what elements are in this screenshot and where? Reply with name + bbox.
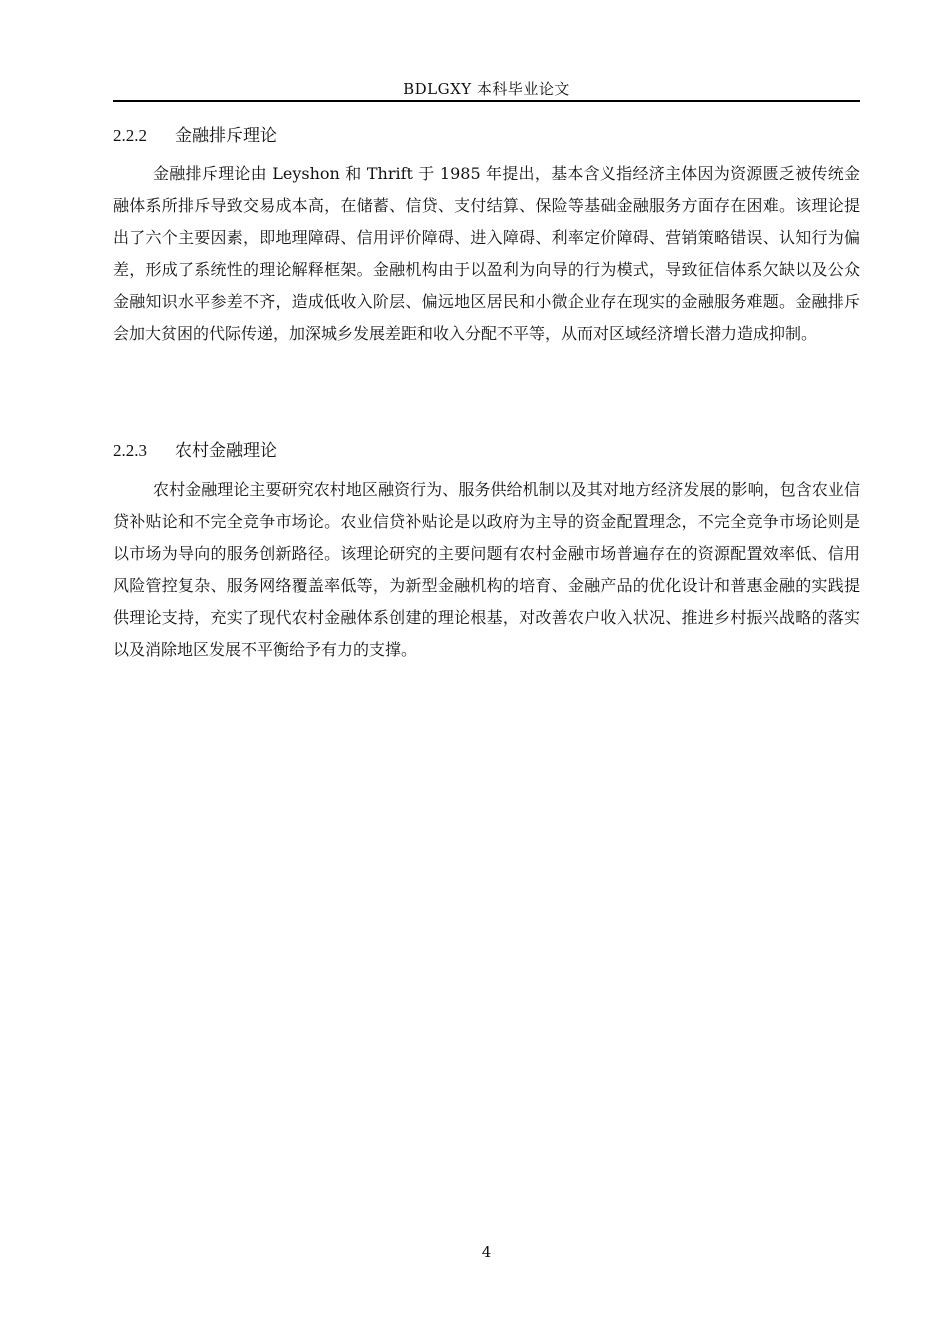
section-heading-2-2-2 — [113, 121, 860, 146]
section-title: 金融排斥理论 — [175, 126, 277, 146]
body-paragraph: 金融排斥理论由 Leyshon 和 Thrift 于 1985 年提出，基本含义指经济主体因为资源匮乏被传统金融体系所排斥导致交易成本高，在储蓄、信贷、支付结算、保险等基础金融服务方面存在困难。该理论提出了六个主要因素，即地理障碍、信用评价障碍、进入障碍、利率定价障碍、营销策略错误、认知行为偏差，形成了系统性的理论解释框架。金融机构由于以盈利为向导的行为模式，导致征信体系欠缺以及公众金融知识水平参差不齐，造成低收入阶层、偏远地区居民和小微企业存在现实的金融服务难题。金融排斥会加大贫困的代际传递，加深城乡发展差距和收入分配不平等，从而对区域经济增长潜力造成抑制。 — [113, 164, 860, 343]
body-paragraph: 农村金融理论主要研究农村地区融资行为、服务供给机制以及其对地方经济发展的影响，包含农业信贷补贴论和不完全竞争市场论。农业信贷补贴论是以政府为主导的资金配置理念，不完全竞争市场论则是以市场为导向的服务创新路径。该理论研究的主要问题有农村金融市场普遍存在的资源配置效率低、信用风险管控复杂、服务网络覆盖率低等，为新型金融机构的培育、金融产品的优化设计和普惠金融的实践提供理论支持，充实了现代农村金融体系创建的理论根基，对改善农户收入状况、推进乡村振兴战略的落实以及消除地区发展不平衡给予有力的支撑。 — [113, 480, 860, 659]
section-number: 2.2.3 — [113, 441, 147, 460]
running-header: BDLGXY 本科毕业论文 — [403, 80, 570, 98]
page-number: 4 — [481, 1243, 492, 1261]
header-rule — [113, 100, 860, 102]
section-title: 农村金融理论 — [175, 441, 277, 461]
section-heading-2-2-3 — [113, 436, 860, 461]
section-number: 2.2.2 — [113, 126, 147, 145]
